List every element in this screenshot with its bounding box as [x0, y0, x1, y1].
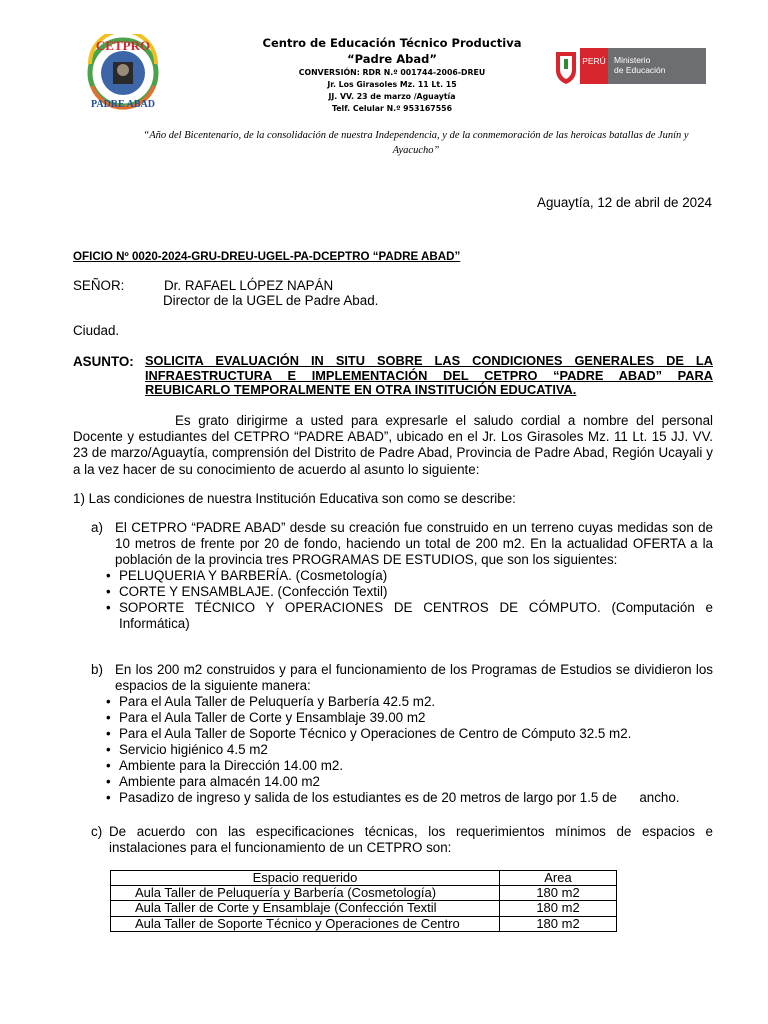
intro-paragraph	[73, 413, 713, 478]
list-item: • Pasadizo de ingreso y salida de los estudiantes es de 20 metros de largo por 1.5 de ancho.	[106, 790, 713, 806]
year-motto: “Año del Bicentenario, de la consolidación de nuestra Independencia, y de la conmemoración de las heroicas batallas de Junín y Ayacucho”	[143, 130, 689, 156]
list-item: • Ambiente para la Dirección 14.00 m2.	[106, 758, 713, 774]
space-list	[106, 694, 713, 806]
recipient-name: Dr. RAFAEL LÓPEZ NAPÁN	[164, 278, 334, 293]
list-item: • CORTE Y ENSAMBLAJE. (Confección Textil)	[106, 584, 713, 600]
peru-shield-icon	[556, 52, 576, 84]
list-item: • PELUQUERIA Y BARBERÍA. (Cosmetología)	[106, 568, 713, 584]
ministry-text-2: de Educación	[614, 65, 666, 75]
table-cell: 180 m2	[500, 901, 617, 916]
subsection-c-text: De acuerdo con las especificaciones técnicas, los requerimientos mínimos de espacios e instalaciones para el funcionamiento de un CETPRO son:	[109, 824, 713, 855]
table-cell: Aula Taller de Soporte Técnico y Operaciones de Centro	[111, 916, 500, 931]
institution-name: Centro de Educación Técnico Productiva	[262, 36, 522, 50]
list-item: • Servicio higiénico 4.5 m2	[106, 742, 713, 758]
cetpro-logo	[68, 34, 178, 112]
table-header-row	[111, 871, 617, 886]
table-cell: Aula Taller de Peluquería y Barbería (Cosmetología)	[111, 886, 500, 901]
list-item: • SOPORTE TÉCNICO Y OPERACIONES DE CENTROS DE CÓMPUTO. (Computación e Informática)	[106, 600, 713, 632]
address-line-1: Jr. Los Girasoles Mz. 11 Lt. 15	[327, 80, 457, 89]
letter-date: Aguaytía, 12 de abril de 2024	[537, 195, 712, 210]
table-cell: 180 m2	[500, 886, 617, 901]
section-1-heading: 1) Las condiciones de nuestra Institución Educativa son como se describe:	[73, 491, 516, 506]
subsection-b-text: En los 200 m2 construidos y para el funcionamiento de los Programas de Estudios se dividieron los espacios de la siguiente manera:	[115, 662, 713, 693]
conversion-text: CONVERSIÓN: RDR N.º 001744-2006-DREU	[298, 68, 486, 77]
table-header-area: Area	[500, 871, 617, 886]
table-row	[111, 901, 617, 916]
subject-text-part-1: SOLICITA EVALUACIÓN IN SITU SOBRE LAS CONDICIONES GENERALES DE LA INFRAESTRUCTURA E IMPLEMENTACIÓN DEL CETPRO “PADRE ABAD” PARA	[145, 353, 713, 383]
institution-header	[232, 35, 552, 115]
logo-left-top-text: CETPRO	[95, 38, 151, 53]
table-row	[111, 916, 617, 931]
subsection-b-label: b)	[91, 662, 103, 677]
list-item: • Para el Aula Taller de Peluquería y Barbería 42.5 m2.	[106, 694, 713, 710]
institution-subname: “Padre Abad”	[347, 52, 437, 66]
requirements-table	[110, 870, 617, 932]
intro-text: Es grato dirigirme a usted para expresarle el saludo cordial a nombre del personal Docente y estudiantes del CETPRO “PADRE ABAD”, ubicado en el Jr. Los Girasoles Mz. 11 Lt. 15 JJ. VV. 23 de marzo/Aguaytía, comprensión del Distrito de Padre Abad, Provincia de Padre Abad, Región Ucayali y a la vez hacer de su conocimiento de acuerdo al asunto lo siguiente:	[73, 413, 713, 477]
address-line-2: JJ. VV. 23 de marzo /Aguaytía	[328, 92, 456, 101]
subject-text-part-2: REUBICARLO TEMPORALMENTE EN OTRA INSTITUCIÓN EDUCATIVA.	[145, 382, 577, 397]
subsection-a	[91, 520, 713, 632]
logo-left-bottom-text: PADRE ABAD	[91, 99, 155, 110]
recipient-role: Director de la UGEL de Padre Abad.	[163, 293, 379, 308]
ministry-logo	[552, 46, 708, 86]
oficio-number: OFICIO Nº 0020-2024-GRU-DREU-UGEL-PA-DCEPTRO “PADRE ABAD”	[73, 250, 461, 263]
phone-line: Telf. Celular N.º 953167556	[331, 104, 453, 113]
peru-text: PERÚ	[582, 56, 606, 66]
ministry-text-1: Ministerio	[614, 55, 651, 65]
table-cell: Aula Taller de Corte y Ensamblaje (Confección Textil	[111, 901, 500, 916]
list-item: • Para el Aula Taller de Soporte Técnico y Operaciones de Centro de Cómputo 32.5 m2.	[106, 726, 713, 742]
program-list	[106, 568, 713, 632]
city-line: Ciudad.	[73, 323, 120, 338]
table-row	[111, 886, 617, 901]
table-cell: 180 m2	[500, 916, 617, 931]
table-header-space: Espacio requerido	[111, 871, 500, 886]
subject-text	[145, 354, 713, 398]
list-item: • Para el Aula Taller de Corte y Ensamblaje 39.00 m2	[106, 710, 713, 726]
subject-label: ASUNTO:	[73, 354, 134, 369]
subsection-c	[91, 824, 713, 856]
subsection-a-text: El CETPRO “PADRE ABAD” desde su creación fue construido en un terreno cuyas medidas son de 10 metros de frente por 20 de fondo, haciendo un total de 200 m2. En la actualidad OFERTA a la población de la provincia tres PROGRAMAS DE ESTUDIOS, que son los siguientes:	[115, 520, 713, 567]
subsection-b	[91, 662, 713, 806]
list-item: • Ambiente para almacén 14.00 m2	[106, 774, 713, 790]
subsection-c-label: c)	[91, 824, 103, 839]
subsection-a-label: a)	[91, 520, 103, 535]
recipient-label: SEÑOR:	[73, 278, 125, 293]
